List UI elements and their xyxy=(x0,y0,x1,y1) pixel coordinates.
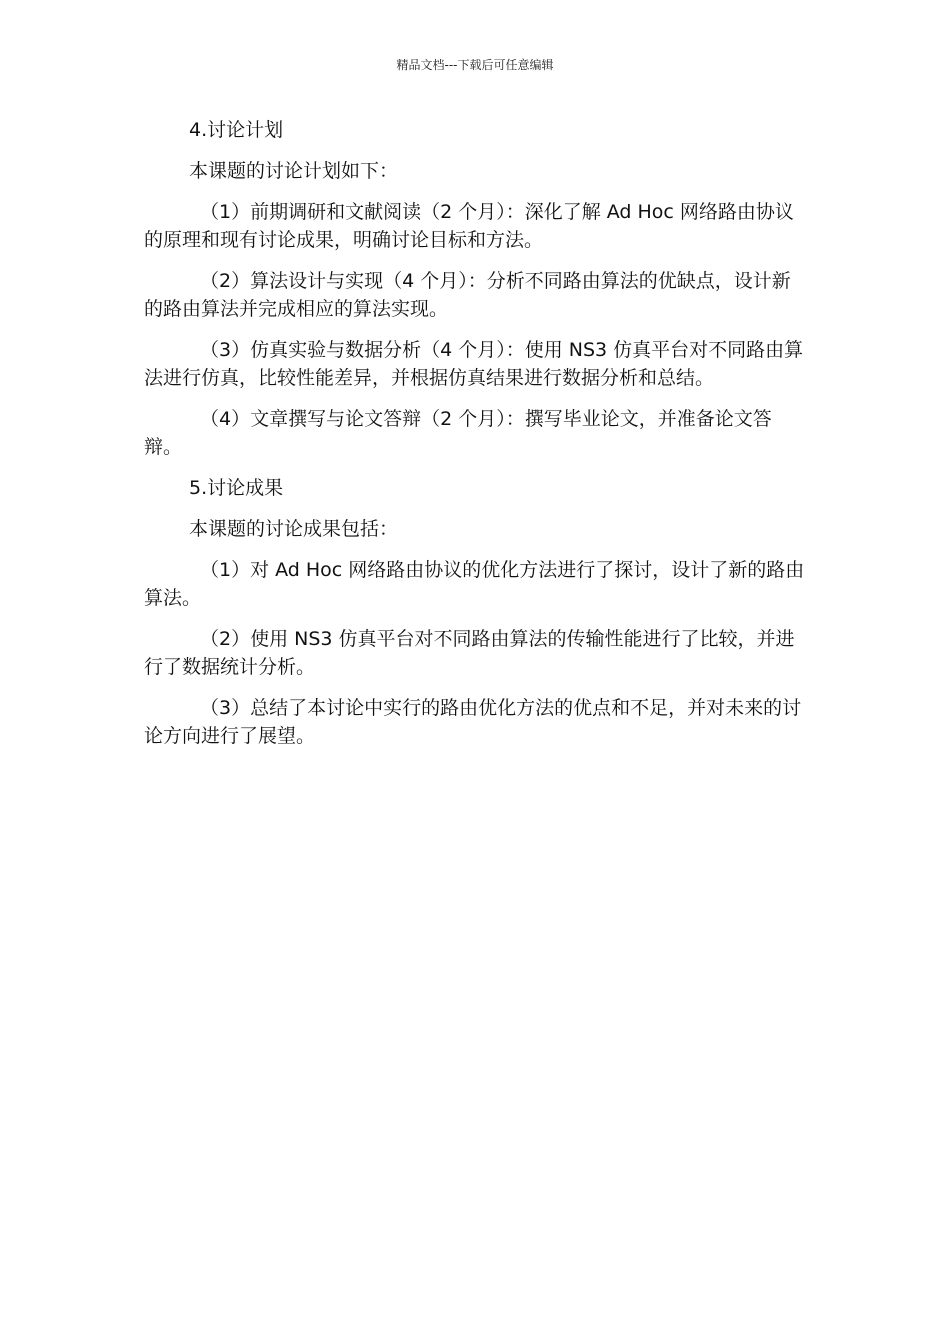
document-body xyxy=(144,116,806,763)
page-header: 精品文档---下载后可任意编辑 xyxy=(396,58,554,72)
section-intro-results: 本课题的讨论成果包括： xyxy=(189,518,399,540)
plan-item-2: （2）算法设计与实现（4 个月）：分析不同路由算法的优缺点，设计新的路由算法并完成相应的算法实现。 xyxy=(144,270,791,320)
plan-item-3: （3）仿真实验与数据分析（4 个月）：使用 NS3 仿真平台对不同路由算法进行仿真，比较性能差异，并根据仿真结果进行数据分析和总结。 xyxy=(144,339,804,389)
section-heading-plan: 4.讨论计划 xyxy=(189,119,284,141)
result-item-3: （3）总结了本讨论中实行的路由优化方法的优点和不足，并对未来的讨论方向进行了展望。 xyxy=(144,697,802,747)
result-item-2: （2）使用 NS3 仿真平台对不同路由算法的传输性能进行了比较，并进行了数据统计分析。 xyxy=(144,628,795,678)
section-heading-results: 5.讨论成果 xyxy=(189,477,284,499)
plan-item-4: （4）文章撰写与论文答辩（2 个月）：撰写毕业论文，并准备论文答辩。 xyxy=(144,408,772,458)
plan-item-1: （1）前期调研和文献阅读（2 个月）：深化了解 Ad Hoc 网络路由协议的原理和现有讨论成果，明确讨论目标和方法。 xyxy=(144,201,794,251)
result-item-1: （1）对 Ad Hoc 网络路由协议的优化方法进行了探讨，设计了新的路由算法。 xyxy=(144,559,805,609)
section-intro-plan: 本课题的讨论计划如下： xyxy=(189,160,399,182)
